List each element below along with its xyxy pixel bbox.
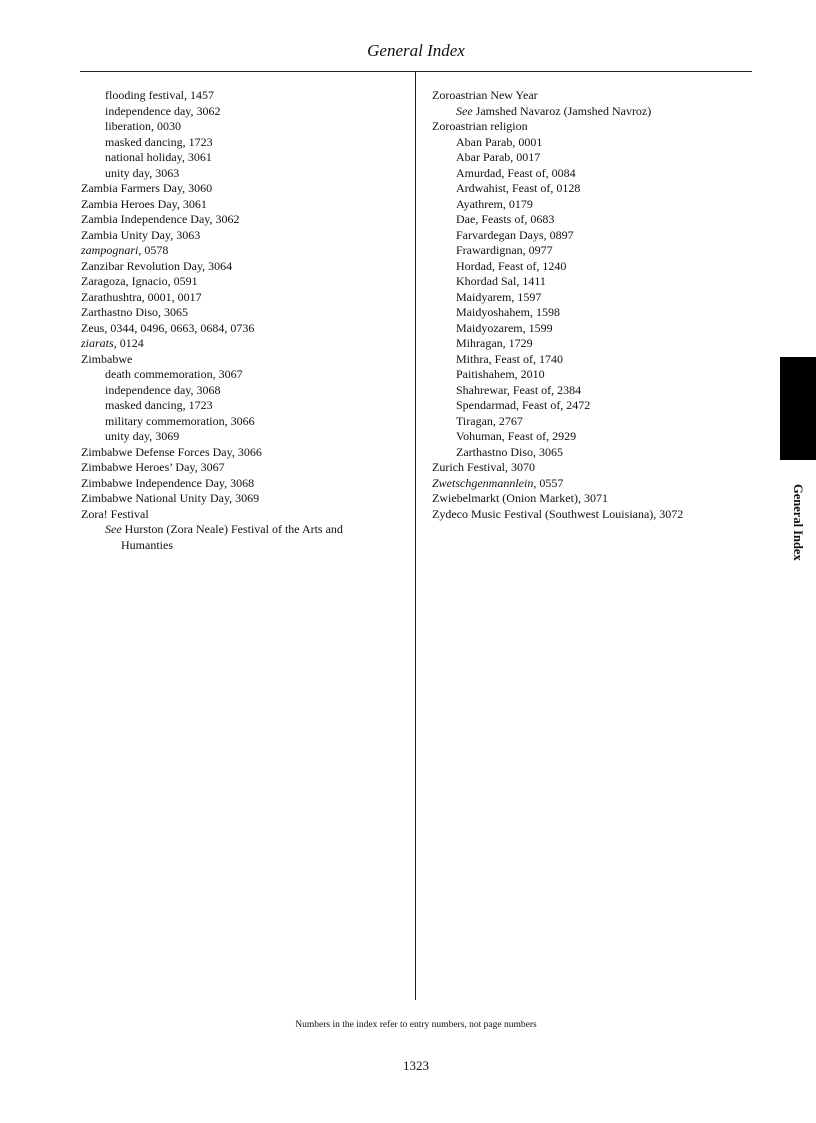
side-tab-label: General Index xyxy=(791,484,805,561)
index-subentry xyxy=(432,352,752,368)
index-subentry xyxy=(432,414,752,430)
index-subentry xyxy=(432,383,752,399)
index-subentry xyxy=(81,398,401,414)
index-subentry xyxy=(81,166,401,182)
entry-text: ziarats xyxy=(81,336,114,350)
entry-text: Spendarmad, Feast of, 2472 xyxy=(456,398,591,412)
entry-text: unity day, 3063 xyxy=(105,165,180,180)
entry-text: Zurich Festival, 3070 xyxy=(432,460,535,474)
entry-text: Aban Parab, 0001 xyxy=(456,134,543,149)
index-subentry xyxy=(432,243,752,259)
index-entry xyxy=(81,460,401,476)
index-subentry xyxy=(81,104,401,120)
entry-text: Maidyarem, 1597 xyxy=(456,289,542,304)
entry-text: Hordad, Feast of, 1240 xyxy=(456,258,567,273)
index-entry xyxy=(81,336,401,352)
index-entry xyxy=(432,88,752,104)
entry-text: Zoroastrian New Year xyxy=(432,88,538,102)
index-entry xyxy=(432,460,752,476)
entry-text: masked dancing, 1723 xyxy=(105,398,213,412)
entry-text: , 0578 xyxy=(138,243,169,257)
index-subentry xyxy=(432,135,752,151)
entry-text: Khordad Sal, 1411 xyxy=(456,274,546,288)
index-entry xyxy=(432,476,752,492)
index-subentry xyxy=(432,212,752,228)
index-entry xyxy=(432,507,752,523)
index-column-left xyxy=(81,88,401,553)
entry-text: Ardwahist, Feast of, 0128 xyxy=(456,181,581,195)
entry-text: Zimbabwe Heroes’ Day, 3067 xyxy=(81,460,225,474)
index-entry xyxy=(81,212,401,228)
index-subentry xyxy=(81,135,401,151)
index-subentry xyxy=(432,336,752,352)
index-subentry xyxy=(81,522,401,538)
index-column-right xyxy=(432,88,752,522)
entry-text: Zambia Heroes Day, 3061 xyxy=(81,196,207,211)
index-subentry xyxy=(81,429,401,445)
entry-text: liberation, 0030 xyxy=(105,119,181,133)
entry-text: Maidyoshahem, 1598 xyxy=(456,305,560,319)
running-head-title: General Index xyxy=(367,41,465,60)
entry-text: unity day, 3069 xyxy=(105,429,180,443)
header-rule xyxy=(80,71,752,72)
index-subentry xyxy=(432,150,752,166)
entry-text: Dae, Feasts of, 0683 xyxy=(456,212,555,226)
index-subentry xyxy=(432,367,752,383)
index-subentry xyxy=(432,290,752,306)
index-subentry xyxy=(81,367,401,383)
index-subentry xyxy=(81,88,401,104)
index-subentry xyxy=(81,383,401,399)
index-subentry xyxy=(81,414,401,430)
entry-text: Paitishahem, 2010 xyxy=(456,367,545,381)
entry-text: Frawardignan, 0977 xyxy=(456,243,553,257)
page-number: 1323 xyxy=(403,1058,429,1073)
entry-text: Abar Parab, 0017 xyxy=(456,150,541,164)
entry-text: Zarthastno Diso, 3065 xyxy=(81,305,188,319)
index-entry xyxy=(81,259,401,275)
index-entry xyxy=(432,119,752,135)
entry-text: Zimbabwe xyxy=(81,351,133,366)
entry-text: Zaragoza, Ignacio, 0591 xyxy=(81,274,198,288)
entry-text: Zambia Farmers Day, 3060 xyxy=(81,181,213,195)
entry-text: death commemoration, 3067 xyxy=(105,367,243,381)
entry-text: Amurdad, Feast of, 0084 xyxy=(456,165,576,180)
entry-text: flooding festival, 1457 xyxy=(105,88,214,102)
entry-text: Zarthastno Diso, 3065 xyxy=(456,444,563,459)
entry-text: Zwiebelmarkt (Onion Market), 3071 xyxy=(432,491,608,505)
entry-text: Zambia Independence Day, 3062 xyxy=(81,212,240,226)
entry-text: Zimbabwe Defense Forces Day, 3066 xyxy=(81,444,262,459)
thumb-tab xyxy=(780,357,816,460)
entry-text: Mithra, Feast of, 1740 xyxy=(456,351,563,366)
entry-text: zampognari xyxy=(81,243,139,257)
index-subentry xyxy=(432,197,752,213)
index-entry xyxy=(81,476,401,492)
entry-text: Tiragan, 2767 xyxy=(456,413,523,428)
entry-text: See xyxy=(105,522,122,536)
index-entry xyxy=(81,197,401,213)
entry-text: Zydeco Music Festival (Southwest Louisiana), 3072 xyxy=(432,506,684,521)
index-subentry xyxy=(432,228,752,244)
index-entry xyxy=(81,243,401,259)
entry-text: Zambia Unity Day, 3063 xyxy=(81,227,201,242)
index-entry xyxy=(81,228,401,244)
entry-text: Ayathrem, 0179 xyxy=(456,196,533,211)
entry-text: Humanties xyxy=(121,537,173,552)
entry-text: Zanzibar Revolution Day, 3064 xyxy=(81,258,233,273)
footer-note: Numbers in the index refer to entry numbers, not page numbers xyxy=(295,1020,537,1030)
index-subentry xyxy=(432,305,752,321)
index-subentry xyxy=(432,259,752,275)
index-entry xyxy=(81,321,401,337)
index-entry xyxy=(81,491,401,507)
index-subentry xyxy=(81,150,401,166)
index-entry xyxy=(81,181,401,197)
entry-text: masked dancing, 1723 xyxy=(105,134,213,149)
entry-text: Shahrewar, Feast of, 2384 xyxy=(456,382,582,397)
entry-text: Zeus, 0344, 0496, 0663, 0684, 0736 xyxy=(81,320,255,335)
index-subentry xyxy=(432,429,752,445)
index-subentry xyxy=(432,445,752,461)
entry-text: Hurston (Zora Neale) Festival of the Arts and xyxy=(121,522,343,536)
index-subentry xyxy=(432,166,752,182)
entry-text: Zoroastrian religion xyxy=(432,119,528,133)
entry-text: military commemoration, 3066 xyxy=(105,413,255,428)
index-subentry xyxy=(432,181,752,197)
entry-text: Zimbabwe National Unity Day, 3069 xyxy=(81,491,260,505)
index-entry xyxy=(81,290,401,306)
entry-text: Maidyozarem, 1599 xyxy=(456,320,553,335)
index-subentry xyxy=(81,119,401,135)
entry-text: Zwetschgenmannlein xyxy=(432,475,534,490)
entry-text: Zarathushtra, 0001, 0017 xyxy=(81,289,202,304)
index-entry xyxy=(81,305,401,321)
entry-text: , 0124 xyxy=(113,336,144,350)
entry-text: Jamshed Navaroz (Jamshed Navroz) xyxy=(472,103,652,118)
index-entry xyxy=(81,274,401,290)
index-entry xyxy=(81,445,401,461)
index-subentry xyxy=(432,274,752,290)
entry-text: , 0557 xyxy=(533,475,564,490)
index-subentry xyxy=(432,398,752,414)
entry-text: See xyxy=(456,103,473,118)
entry-text: independence day, 3062 xyxy=(105,103,221,118)
entry-text: Zora! Festival xyxy=(81,506,149,521)
column-divider xyxy=(415,72,416,1000)
entry-text: Farvardegan Days, 0897 xyxy=(456,227,574,242)
entry-text: Vohuman, Feast of, 2929 xyxy=(456,429,577,443)
index-entry xyxy=(81,507,401,523)
index-entry xyxy=(432,491,752,507)
index-subentry xyxy=(81,538,401,554)
index-subentry xyxy=(432,104,752,120)
entry-text: Zimbabwe Independence Day, 3068 xyxy=(81,475,255,490)
entry-text: Mihragan, 1729 xyxy=(456,336,533,350)
index-subentry xyxy=(432,321,752,337)
entry-text: national holiday, 3061 xyxy=(105,150,212,164)
entry-text: independence day, 3068 xyxy=(105,382,221,397)
index-entry xyxy=(81,352,401,368)
